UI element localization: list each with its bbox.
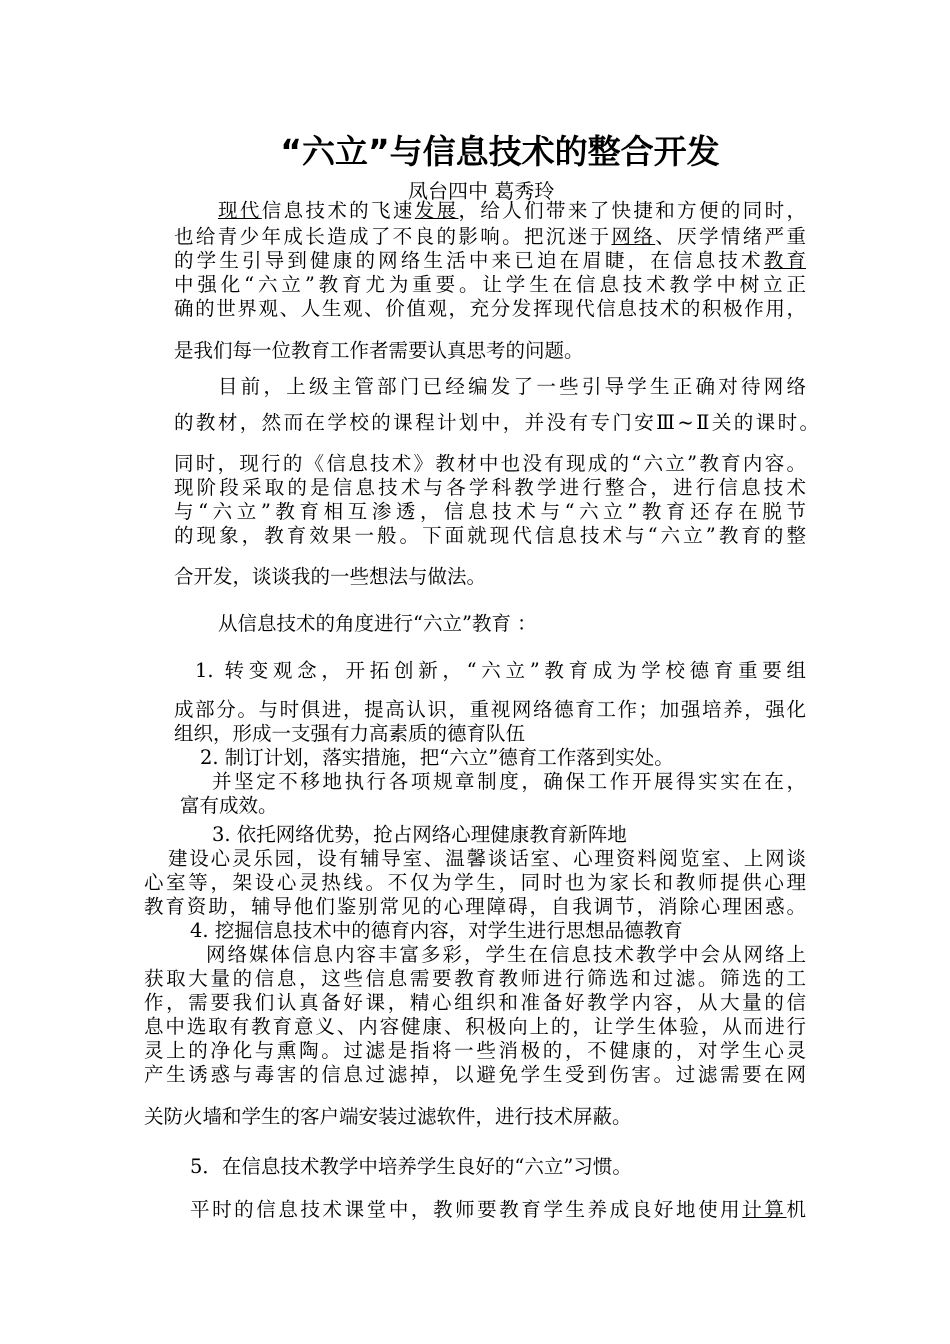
document-title: “六立”与信息技术的整合开发 [280, 132, 720, 171]
underlined-term: 现代 [218, 199, 262, 222]
body-line [218, 612, 537, 636]
text-segment: 合开发，谈谈我的一些想法与做法。 [174, 565, 487, 588]
text-segment: 灵上的净化与熏陶。过滤是指将一些消极的，不健康的，对学生心灵 [144, 1039, 806, 1062]
body-line [144, 1039, 806, 1063]
text-segment: 的现象，教育效果一般。下面就现代信息技术与“六立”教育的整 [174, 524, 806, 547]
text-segment: 2. 制订计划，落实措施，把“六立”德育工作落到实处。 [200, 746, 674, 769]
text-segment: 现阶段采取的是信息技术与各学科教学进行整合，进行信息技术 [174, 476, 806, 499]
text-segment: 获取大量的信息，这些信息需要教育教师进行筛选和过滤。筛选的工 [144, 967, 806, 990]
body-line [174, 476, 806, 500]
underlined-term: 教育 [763, 249, 806, 272]
text-segment: 产生诱惑与毒害的信息过滤掉，以避免学生受到伤害。过滤需要在网 [144, 1063, 806, 1086]
text-segment: 机 [786, 1198, 806, 1221]
body-line [144, 1105, 632, 1129]
text-segment: ，给人们带来了快捷和方便的同时， [458, 199, 806, 222]
body-line [174, 273, 806, 297]
text-segment: 是我们每一位教育工作者需要认真思考的问题。 [174, 339, 584, 362]
body-line [174, 698, 806, 722]
body-line [212, 770, 806, 794]
underlined-term: 计算 [742, 1198, 787, 1221]
text-segment: 组织，形成一支强有力高素质的德育队伍 [174, 722, 526, 745]
text-segment: 平时的信息技术课堂中，教师要教育学生养成良好地使用 [190, 1198, 743, 1221]
body-line [174, 565, 486, 589]
body-line [218, 375, 806, 399]
body-line [174, 524, 806, 548]
text-segment: 的学生引导到健康的网络生活中来已迫在眉睫，在信息技术 [174, 249, 764, 272]
underlined-term: 发展 [414, 199, 459, 222]
body-line [190, 1155, 632, 1179]
text-segment: 确的世界观、人生观、价值观，充分发挥现代信息技术的积极作用， [174, 297, 806, 320]
text-segment: 也给青少年成长造成了不良的影响。把沉迷于 [174, 225, 612, 248]
text-segment: 成部分。与时俱进，提高认识，重视网络德育工作；加强培养，强化 [174, 698, 806, 721]
text-segment: 教育资助，辅导他们鉴别常见的心理障碍，自我调节，消除心理困惑。 [144, 895, 806, 918]
body-line [174, 452, 806, 476]
body-line [174, 411, 819, 435]
text-segment: 息中选取有教育意义、内容健康、积极向上的，让学生体验，从而进行 [144, 1015, 806, 1038]
text-segment: 建设心灵乐园，设有辅导室、温馨谈话室、心理资料阅览室、上网谈 [168, 847, 806, 870]
text-segment: 作，需要我们认真备好课，精心组织和准备好教学内容，从大量的信 [144, 991, 806, 1014]
text-segment: 3. 依托网络优势，抢占网络心理健康教育新阵地 [212, 823, 627, 846]
text-segment: 富有成效。 [180, 794, 278, 817]
text-segment: 并坚定不移地执行各项规章制度，确保工作开展得实实在在， [212, 770, 806, 793]
text-segment: 目前，上级主管部门已经编发了一些引导学生正确对待网络 [218, 375, 806, 398]
body-line [174, 500, 806, 524]
body-line [190, 1198, 806, 1222]
body-line [206, 943, 806, 967]
body-line [174, 722, 525, 746]
text-segment: 的教材，然而在学校的课程计划中，并没有专门安Ⅲ~Ⅱ关的课时。 [174, 411, 819, 434]
body-line [174, 225, 806, 249]
text-segment: 同时，现行的《信息技术》教材中也没有现成的“六立”教育内容。 [174, 452, 806, 475]
text-segment: 1. 转变观念，开拓创新，“六立”教育成为学校德育重要组 [195, 659, 806, 682]
body-line [180, 794, 278, 818]
text-segment: 关防火墙和学生的客户端安装过滤软件，进行技术屏蔽。 [144, 1105, 632, 1128]
body-line [144, 871, 806, 895]
body-line [144, 967, 806, 991]
text-segment: 从信息技术的角度进行“六立”教育 ： [218, 612, 537, 635]
body-line [195, 659, 806, 683]
body-line [212, 823, 627, 847]
body-line [168, 847, 806, 871]
body-line [144, 991, 806, 1015]
body-line [144, 1015, 806, 1039]
body-line [218, 199, 806, 223]
text-segment: 心室等，架设心灵热线。不仅为学生，同时也为家长和教师提供心理 [144, 871, 806, 894]
text-segment: 网络媒体信息内容丰富多彩，学生在信息技术教学中会从网络上 [206, 943, 806, 966]
body-line [144, 895, 806, 919]
text-segment: 4. 挖掘信息技术中的德育内容，对学生进行思想品德教育 [190, 919, 683, 942]
text-segment: 与“六立”教育相互渗透，信息技术与“六立”教育还存在脱节 [174, 500, 806, 523]
text-segment: 中强化“六立”教育尤为重要。让学生在信息技术教学中树立正 [174, 273, 806, 296]
body-line [174, 249, 806, 273]
body-line [174, 339, 584, 363]
text-segment: 、厌学情绪严重 [655, 225, 806, 248]
text-segment: 5．在信息技术教学中培养学生良好的“六立”习惯。 [190, 1155, 632, 1178]
body-line [200, 746, 674, 770]
body-line [174, 297, 806, 321]
body-line [190, 919, 683, 943]
text-segment: 信息技术的飞速 [261, 199, 415, 222]
document-author: 凤台四中 葛秀玲 [408, 179, 555, 203]
underlined-term: 网络 [611, 225, 656, 248]
body-line [144, 1063, 806, 1087]
